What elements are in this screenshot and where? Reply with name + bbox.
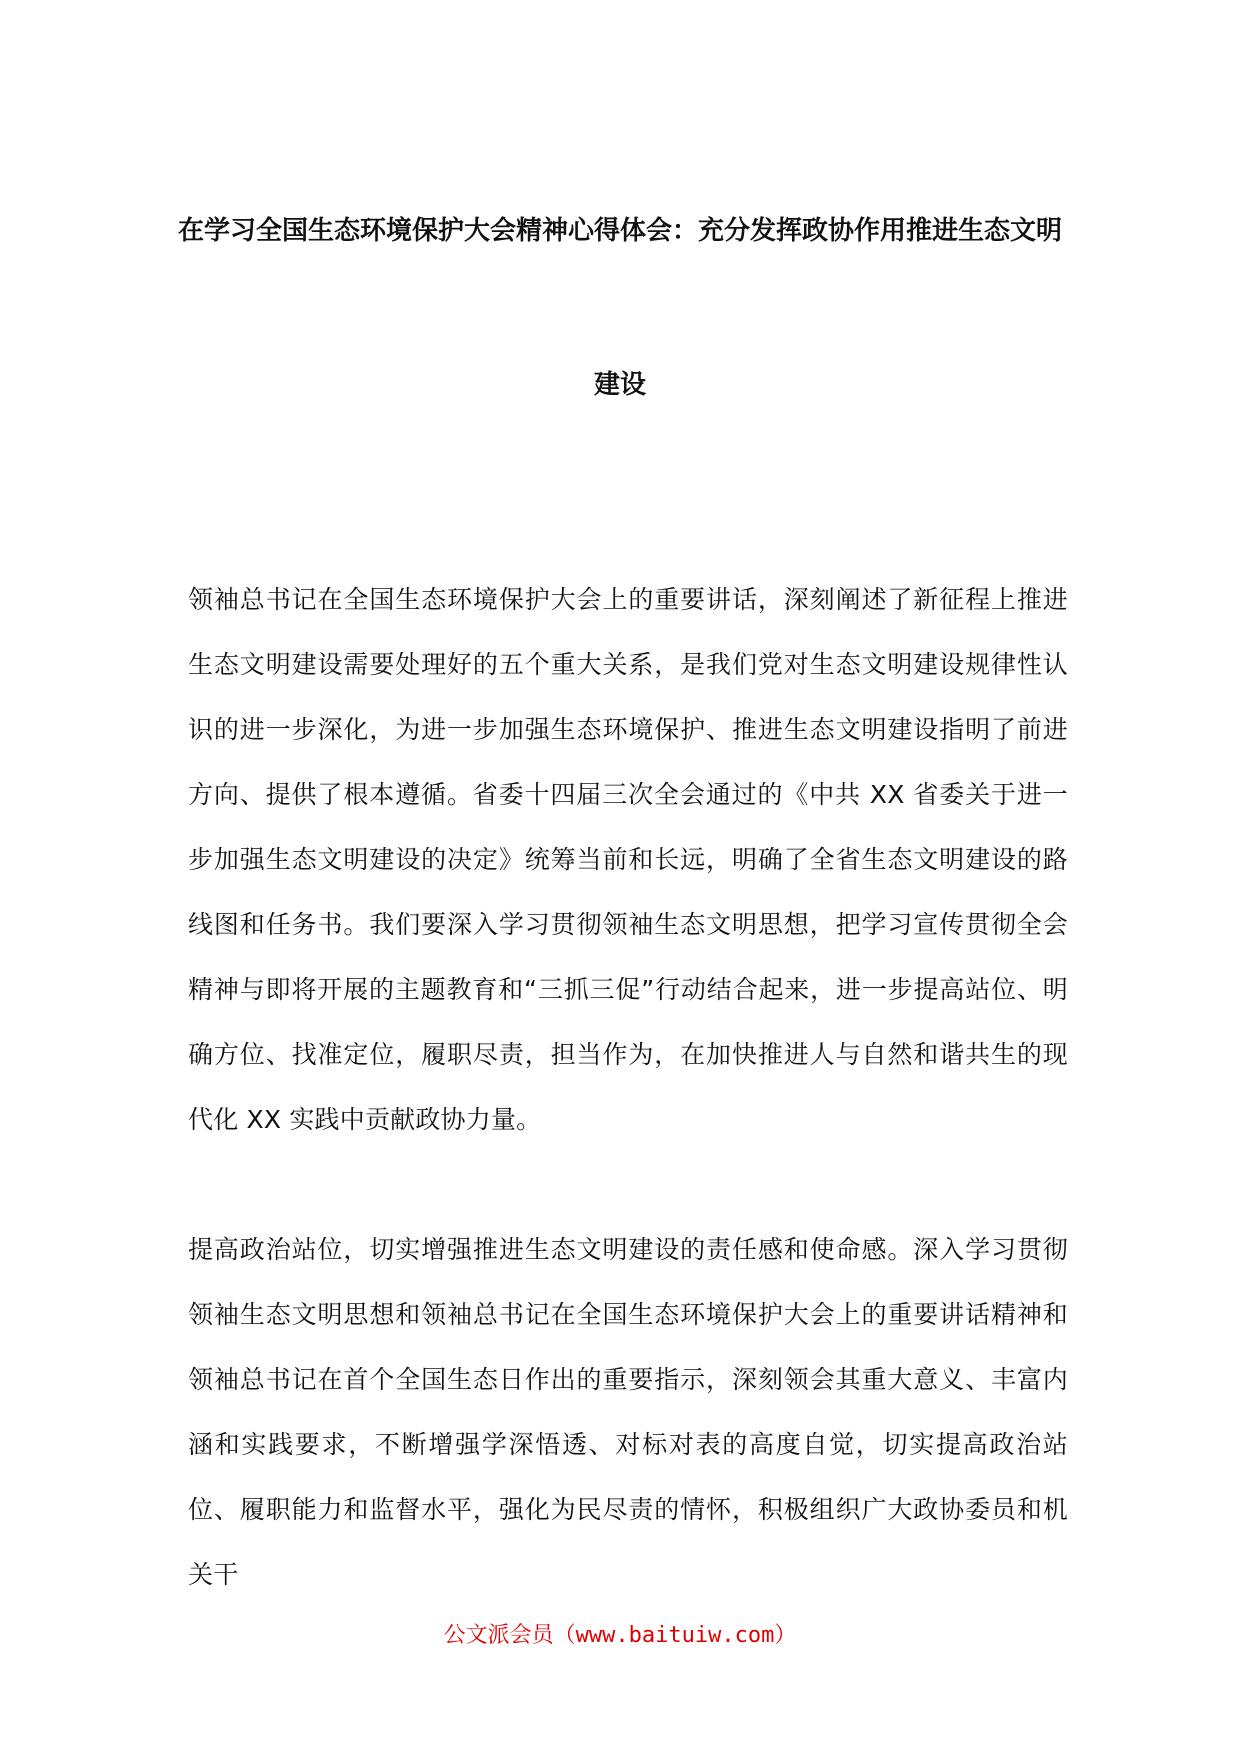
- footer-url[interactable]: （www.baituiw.com）: [553, 1623, 797, 1648]
- body-paragraph-1: 领袖总书记在全国生态环境保护大会上的重要讲话，深刻阐述了新征程上推进生态文明建设需要处理好的五个重大关系，是我们党对生态文明建设规律性认识的进一步深化，为进一步加强生态环境保护、推进生态文明建设指明了前进方向、提供了根本遵循。省委十四届三次全会通过的《中共 XX 省委关于进一步加强生态文明建设的决定》统筹当前和长远，明确了全省生态文明建设的路线图和任务书。我们要深入学习贯彻领袖生态文明思想，把学习宣传贯彻全会精神与即将开展的主题教育和“三抓三促”行动结合起来，进一步提高站位、明确方位、找准定位，履职尽责，担当作为，在加快推进人与自然和谐共生的现代化 XX 实践中贡献政协力量。: [188, 585, 1068, 1134]
- footer-brand: 公文派会员: [443, 1623, 554, 1648]
- footer-watermark: [0, 1621, 1240, 1651]
- document-title-line-1: 在学习全国生态环境保护大会精神心得体会：充分发挥政协作用推进生态文明: [177, 216, 1062, 246]
- body-paragraph-2: 提高政治站位，切实增强推进生态文明建设的责任感和使命感。深入学习贯彻领袖生态文明思想和领袖总书记在全国生态环境保护大会上的重要讲话精神和领袖总书记在首个全国生态日作出的重要指示，深刻领会其重大意义、丰富内涵和实践要求，不断增强学深悟透、对标对表的高度自觉，切实提高政治站位、履职能力和监督水平，强化为民尽责的情怀，积极组织广大政协委员和机关干: [188, 1235, 1068, 1589]
- document-title-line-2: 建设: [593, 370, 646, 400]
